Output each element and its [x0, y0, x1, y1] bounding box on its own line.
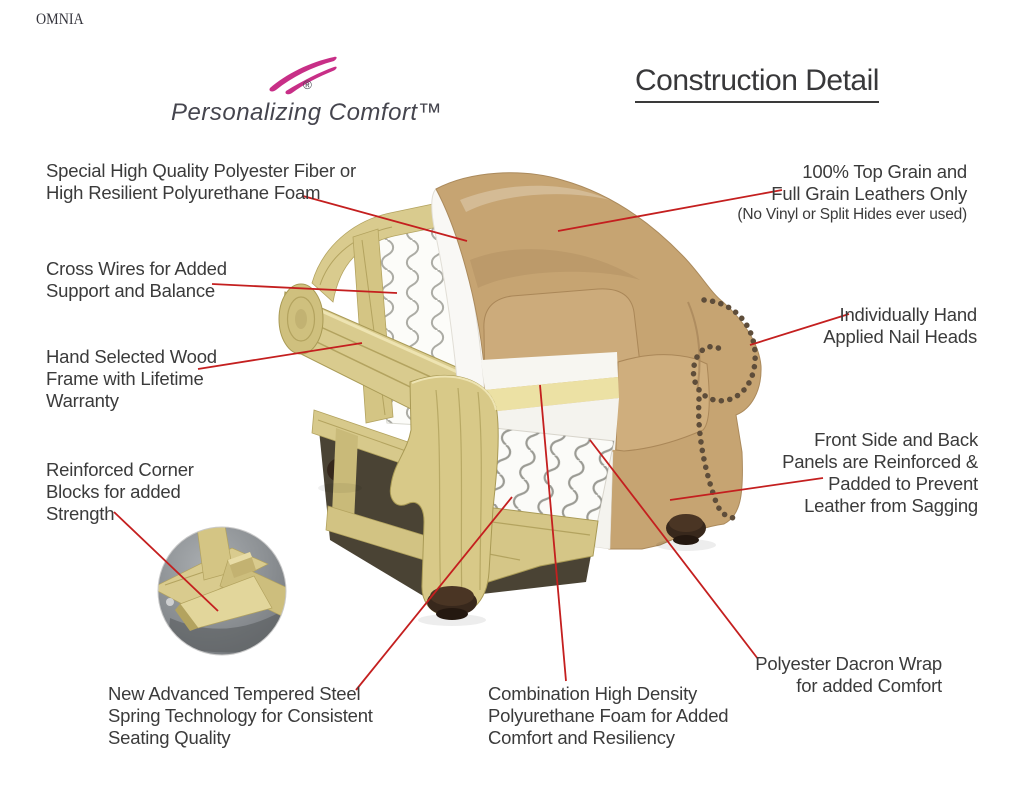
label-density-foam	[488, 683, 728, 749]
label-nail-heads	[823, 304, 977, 348]
label-line: Comfort and Resiliency	[488, 727, 675, 748]
label-line: Front Side and Back	[814, 429, 978, 450]
registered-mark: ®	[303, 78, 312, 92]
label-line: High Resilient Polyurethane Foam	[46, 182, 321, 203]
label-line: Cross Wires for Added	[46, 258, 227, 279]
label-line: Full Grain Leathers Only	[771, 183, 967, 204]
label-line: Padded to Prevent	[828, 473, 978, 494]
label-line: Panels are Reinforced &	[782, 451, 978, 472]
label-panels	[782, 429, 978, 517]
label-line: Individually Hand	[839, 304, 977, 325]
label-line: Support and Balance	[46, 280, 215, 301]
label-line: for added Comfort	[796, 675, 942, 696]
label-polyester-fiber	[46, 160, 356, 204]
label-note: (No Vinyl or Split Hides ever used)	[737, 206, 967, 223]
label-line: Blocks for added	[46, 481, 181, 502]
label-line: Polyurethane Foam for Added	[488, 705, 729, 726]
label-line: Combination High Density	[488, 683, 698, 704]
label-line: Hand Selected Wood	[46, 346, 217, 367]
label-line: Applied Nail Heads	[823, 326, 977, 347]
label-line: Leather from Sagging	[804, 495, 978, 516]
label-steel-springs	[108, 683, 373, 749]
label-wood-frame	[46, 346, 217, 412]
label-line: Strength	[46, 503, 115, 524]
label-corner-blocks	[46, 459, 194, 525]
label-line: Special High Quality Polyester Fiber or	[46, 160, 356, 181]
brand-name: OMNIA	[36, 11, 84, 28]
brand-swoosh-icon	[264, 50, 340, 98]
page-title: Construction Detail	[635, 64, 879, 103]
label-line: Seating Quality	[108, 727, 231, 748]
label-line: Frame with Lifetime	[46, 368, 204, 389]
corner-block-inset	[152, 520, 296, 655]
label-line: New Advanced Tempered Steel	[108, 683, 361, 704]
label-cross-wires	[46, 258, 227, 302]
brand-tagline: Personalizing Comfort™	[171, 99, 443, 126]
label-line: Reinforced Corner	[46, 459, 194, 480]
label-leathers	[737, 161, 967, 225]
label-line: Polyester Dacron Wrap	[755, 653, 942, 674]
label-line: Spring Technology for Consistent	[108, 705, 373, 726]
label-dacron-wrap	[755, 653, 942, 697]
label-line: Warranty	[46, 390, 119, 411]
label-line: 100% Top Grain and	[802, 161, 967, 182]
